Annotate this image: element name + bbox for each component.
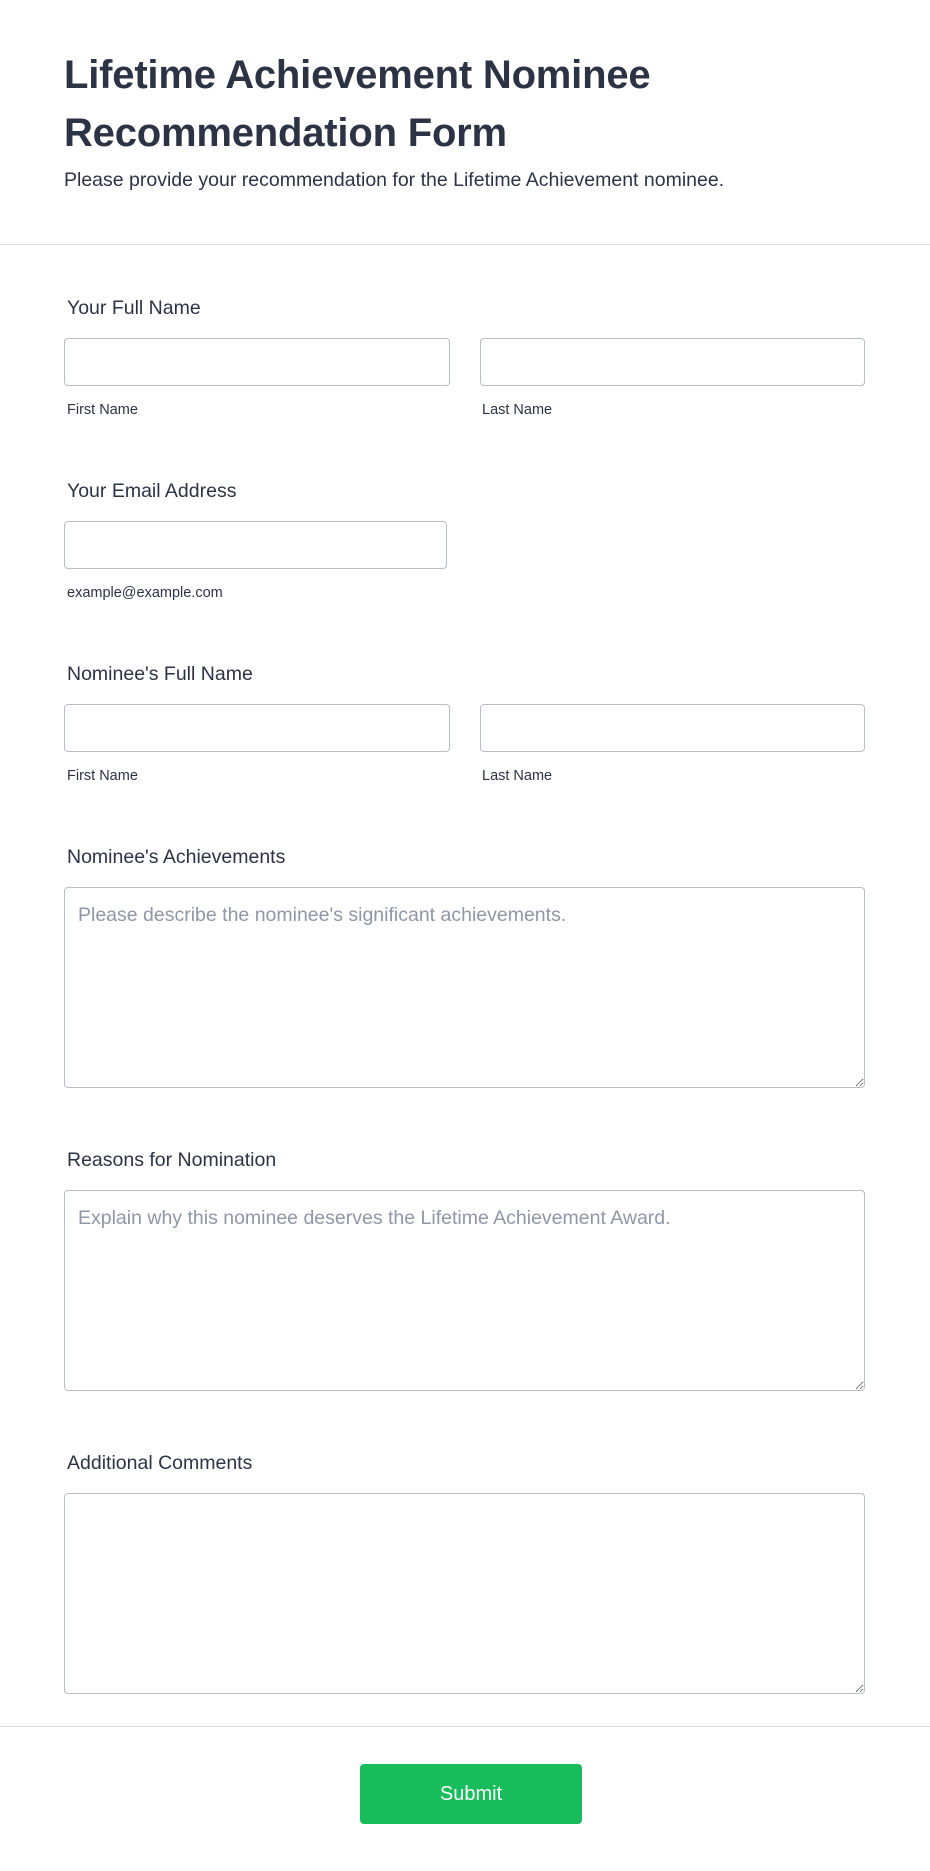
reasons-textarea[interactable] <box>64 1190 865 1391</box>
your-first-name-input[interactable] <box>64 338 450 386</box>
nominee-first-name-sublabel: First Name <box>67 768 138 784</box>
email-label: Your Email Address <box>67 480 237 502</box>
form-header <box>0 0 930 245</box>
your-first-name-sublabel: First Name <box>67 402 138 418</box>
page-subtitle: Please provide your recommendation for the Lifetime Achievement nominee. <box>64 169 725 191</box>
comments-label: Additional Comments <box>67 1452 253 1474</box>
your-last-name-input[interactable] <box>480 338 865 386</box>
nominee-full-name-label: Nominee's Full Name <box>67 663 253 685</box>
email-sublabel: example@example.com <box>67 585 223 601</box>
nominee-last-name-sublabel: Last Name <box>482 768 553 784</box>
nominee-last-name-input[interactable] <box>480 704 865 752</box>
your-full-name-label: Your Full Name <box>67 297 201 319</box>
achievements-textarea[interactable] <box>64 887 865 1088</box>
email-input[interactable] <box>64 521 447 569</box>
reasons-label: Reasons for Nomination <box>67 1149 277 1171</box>
submit-button[interactable]: Submit <box>360 1764 582 1824</box>
achievements-label: Nominee's Achievements <box>67 846 286 868</box>
nominee-first-name-input[interactable] <box>64 704 450 752</box>
footer-divider <box>0 1726 930 1727</box>
comments-textarea[interactable] <box>64 1493 865 1694</box>
page-title: Lifetime Achievement Nominee Recommendation Form <box>64 53 651 155</box>
your-last-name-sublabel: Last Name <box>482 402 553 418</box>
